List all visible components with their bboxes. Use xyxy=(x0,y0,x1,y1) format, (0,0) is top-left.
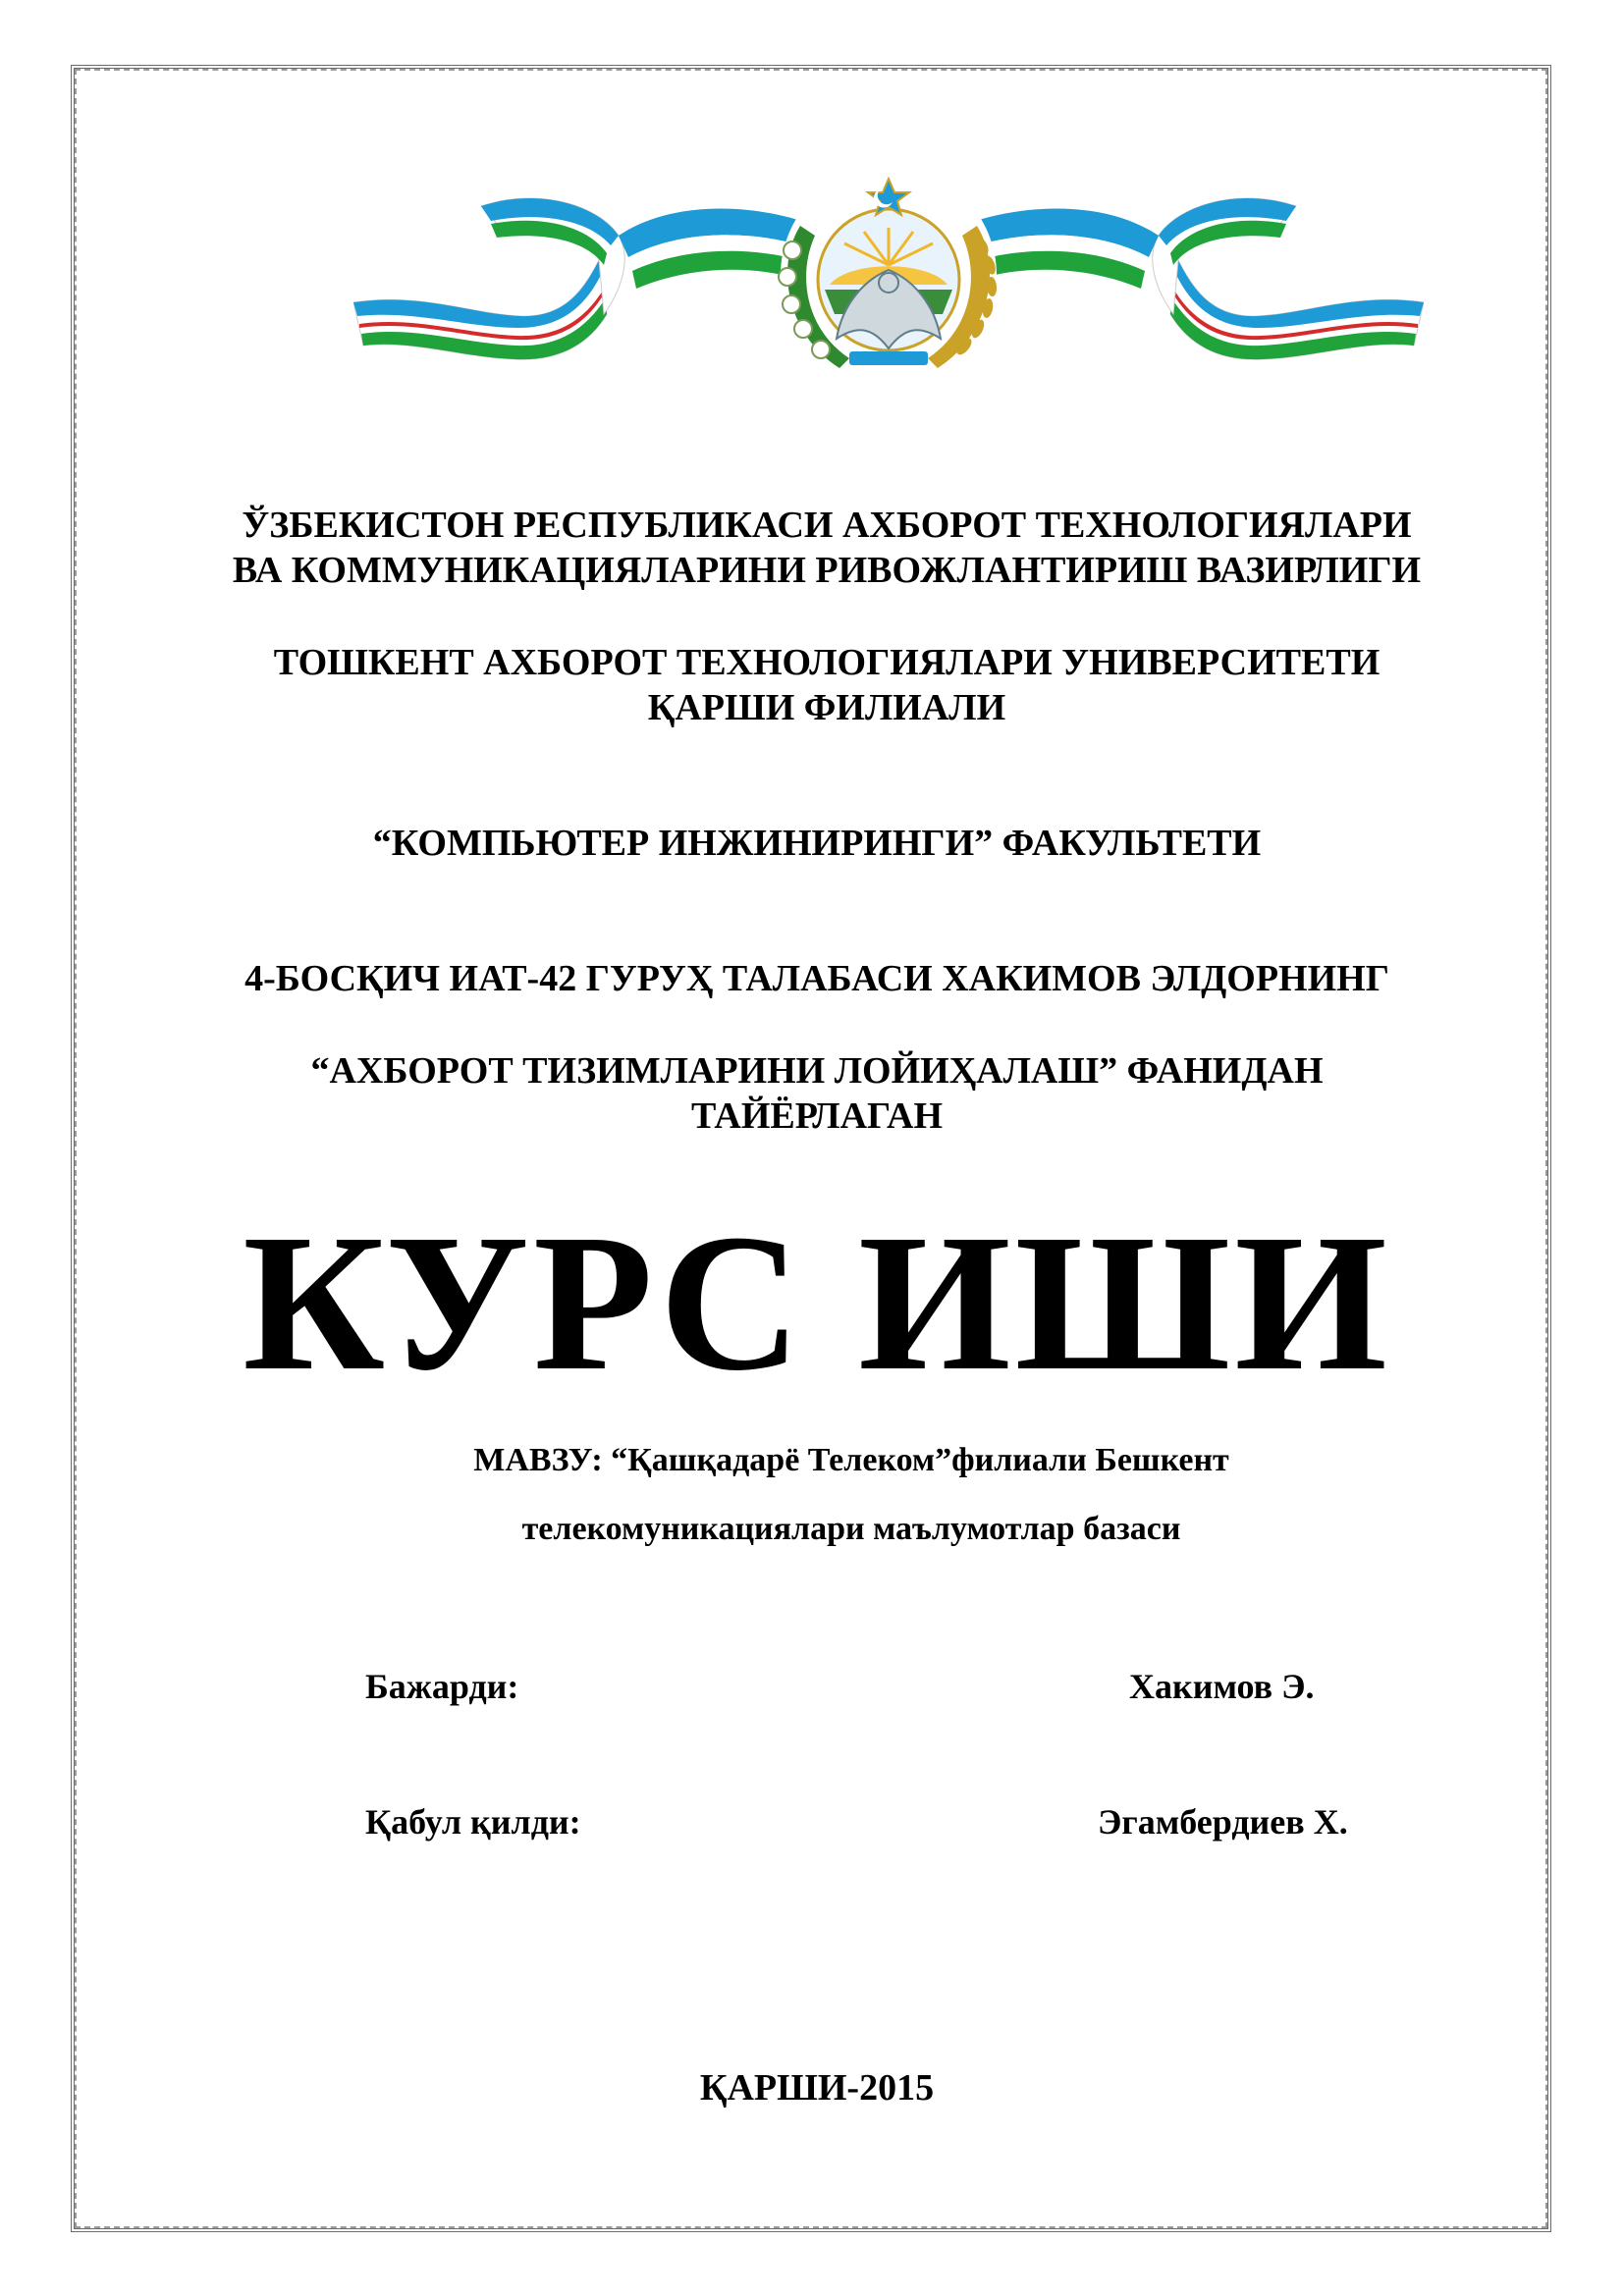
faculty-heading: “КОМПЬЮТЕР ИНЖИНИРИНГИ” ФАКУЛЬТЕТИ xyxy=(372,823,1262,864)
completed-by-name: Хакимов Э. xyxy=(1129,1667,1315,1706)
state-emblem xyxy=(779,167,998,383)
topic-line-2: телекомуникациялари маълумотлар базаси xyxy=(521,1511,1181,1547)
accepted-by-label: Қабул қилди: xyxy=(365,1802,581,1842)
flag-ribbon-right xyxy=(1153,198,1424,359)
subject-line-1: “АХБОРОТ ТИЗИМЛАРИНИ ЛОЙИҲАЛАШ” ФАНИДАН xyxy=(310,1050,1324,1092)
city-year-footer: ҚАРШИ-2015 xyxy=(699,2067,935,2109)
subject-heading xyxy=(0,1048,1624,1139)
subject-line-2: ТАЙЁРЛАГАН xyxy=(690,1095,944,1137)
university-line-2: ҚАРШИ ФИЛИАЛИ xyxy=(647,687,1006,728)
ministry-line-2: ВА КОММУНИКАЦИЯЛАРИНИ РИВОЖЛАНТИРИШ ВАЗИРЛИГИ xyxy=(232,550,1422,591)
flag-ribbon-left xyxy=(353,198,624,359)
completed-by-label: Бажарди: xyxy=(365,1667,519,1706)
ministry-line-1: ЎЗБЕКИСТОН РЕСПУБЛИКАСИ АХБОРОТ ТЕХНОЛОГИЯЛАРИ xyxy=(242,505,1412,546)
emblem-icon xyxy=(353,167,1424,393)
university-heading xyxy=(0,640,1624,730)
accepted-by-name: Эгамбердиев Х. xyxy=(1098,1802,1348,1842)
university-line-1: ТОШКЕНТ АХБОРОТ ТЕХНОЛОГИЯЛАРИ УНИВЕРСИТЕТИ xyxy=(273,642,1380,683)
page-border-inner xyxy=(75,69,1547,2228)
ministry-heading xyxy=(0,503,1624,593)
state-emblem-with-flag-ribbon xyxy=(353,167,1424,393)
document-title: КУРС ИШИ xyxy=(243,1195,1391,1412)
topic-line-1: МАВЗУ: “Қашқадарё Телеком”филиали Бешкент xyxy=(473,1442,1229,1478)
student-line: 4-БОСҚИЧ ИАТ-42 ГУРУҲ ТАЛАБАСИ ХАКИМОВ ЭЛДОРНИНГ xyxy=(244,958,1389,999)
